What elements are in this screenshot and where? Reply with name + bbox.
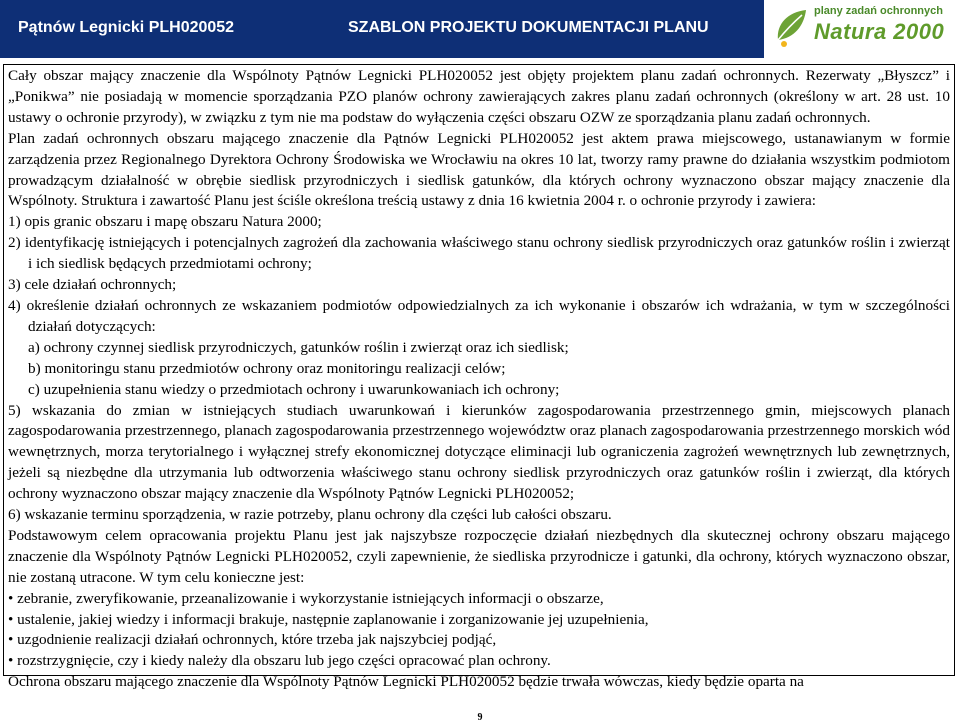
paragraph-plan-description: Plan zadań ochronnych obszaru mającego znaczenie dla Pątnów Legnicki PLH020052 jest aktem prawa miejscowego, ustanawianym w formie zarządzenia przez Regionalnego Dyrektora Ochrony Środowiska we Wrocławiu na okres 10 lat, tworzy ramy prawne do działania wszystkim podmiotom prowadzącym działalność w obrębie siedlisk przyrodniczych i siedlisk gatunków, dla których ochrony wyznaczono obszar mający znaczenie dla Wspólnoty. Struktura i zawartość Planu jest ściśle określona treścią ustawy z dnia 16 kwietnia 2004 r. o ochronie przyrody i zawiera: (8, 129, 950, 210)
paragraph-scope: Cały obszar mający znaczenie dla Wspólnoty Pątnów Legnicki PLH020052 jest objęty projektem planu zadań ochronnych. Rezerwaty „Błyszcz” i „Ponikwa” nie posiadają w momencie sporządzania PZO planów ochrony zawierających zakres planu zadań ochronnych (określony w art. 28 ust. 10 ustawy o ochronie przyrody), w związku z tym nie ma podstaw do wyłączenia części obszaru OZW ze sporządzania planu zadań ochronnych. (8, 67, 950, 126)
page-number: 9 (477, 712, 483, 723)
bullet-item: • zebranie, zweryfikowanie, przeanalizowanie i wykorzystanie istniejących informacji o obszarze, (8, 589, 604, 607)
header-site-title: Pątnów Legnicki PLH020052 (18, 19, 235, 36)
list-item: 5) wskazania do zmian w istniejących studiach uwarunkowań i kierunków zagospodarowania przestrzennego gmin, miejscowych planach zagospodarowania przestrzennego, planach zagospodarowania przestrzennego województw oraz planach zagospodarowania przestrzennego morskich wód wewnętrznych, morza terytorialnego i wyłącznej strefy ekonomicznej dotyczące eliminacji lub ograniczenia zagrożeń wewnętrznych lub zewnętrznych, jeżeli są niezbędne dla utrzymania lub odtworzenia właściwego stanu ochrony siedlisk przyrodniczych oraz gatunków roślin i zwierząt, dla których ochrony wyznaczono obszar mający znaczenie dla Wspólnoty Pątnów Legnicki PLH020052; (8, 401, 950, 503)
list-item: 4) określenie działań ochronnych ze wskazaniem podmiotów odpowiedzialnych za ich wykonanie i obszarów ich wdrażania, w tym w szczególności działań dotyczących: (8, 296, 950, 335)
logo-subtitle: plany zadań ochronnych (814, 5, 943, 17)
header-document-title: SZABLON PROJEKTU DOKUMENTACJI PLANU (348, 19, 709, 36)
list-item: 2) identyfikację istniejących i potencjalnych zagrożeń dla zachowania właściwego stanu ochrony siedlisk przyrodniczych oraz gatunków roślin i zwierząt i ich siedlisk będących przedmiotami ochrony; (8, 234, 950, 273)
sub-list-item: a) ochrony czynnej siedlisk przyrodniczych, gatunków roślin i zwierząt oraz ich siedlisk; (28, 338, 569, 356)
sub-list-item: c) uzupełnienia stanu wiedzy o przedmiotach ochrony i uwarunkowaniach ich ochrony; (28, 380, 560, 398)
leaf-icon (772, 6, 812, 50)
bullet-item: • rozstrzygnięcie, czy i kiedy należy dla obszaru lub jego części opracować plan ochrony. (8, 652, 551, 670)
bullet-item: • uzgodnienie realizacji działań ochronnych, które trzeba jak najszybciej podjąć, (8, 631, 497, 649)
page-header (0, 0, 960, 58)
paragraph-closing: Ochrona obszaru mającego znaczenie dla Wspólnoty Pątnów Legnicki PLH020052 będzie trwała wówczas, kiedy będzie oparta na (8, 673, 804, 691)
logo-title: Natura 2000 (814, 19, 945, 44)
list-item: 6) wskazanie terminu sporządzenia, w razie potrzeby, planu ochrony dla części lub całości obszaru. (8, 506, 612, 524)
list-item: 1) opis granic obszaru i mapę obszaru Natura 2000; (8, 213, 322, 231)
list-item: 3) cele działań ochronnych; (8, 276, 177, 294)
bullet-item: • ustalenie, jakiej wiedzy i informacji brakuje, następnie zaplanowanie i zorganizowanie jej uzupełnienia, (8, 610, 649, 628)
natura-2000-logo (764, 0, 960, 58)
paragraph-goal: Podstawowym celem opracowania projektu Planu jest jak najszybsze rozpoczęcie działań niezbędnych dla skutecznej ochrony obszaru mającego znaczenie dla Wspólnoty Pątnów Legnicki PLH020052, czyli zapewnienie, że siedliska przyrodnicze i gatunki, dla ochrony, których wyznaczono obszar, nie zostaną utracone. W tym celu konieczne jest: (8, 526, 950, 586)
sub-list-item: b) monitoringu stanu przedmiotów ochrony oraz monitoringu realizacji celów; (28, 359, 506, 377)
document-body (8, 66, 950, 693)
